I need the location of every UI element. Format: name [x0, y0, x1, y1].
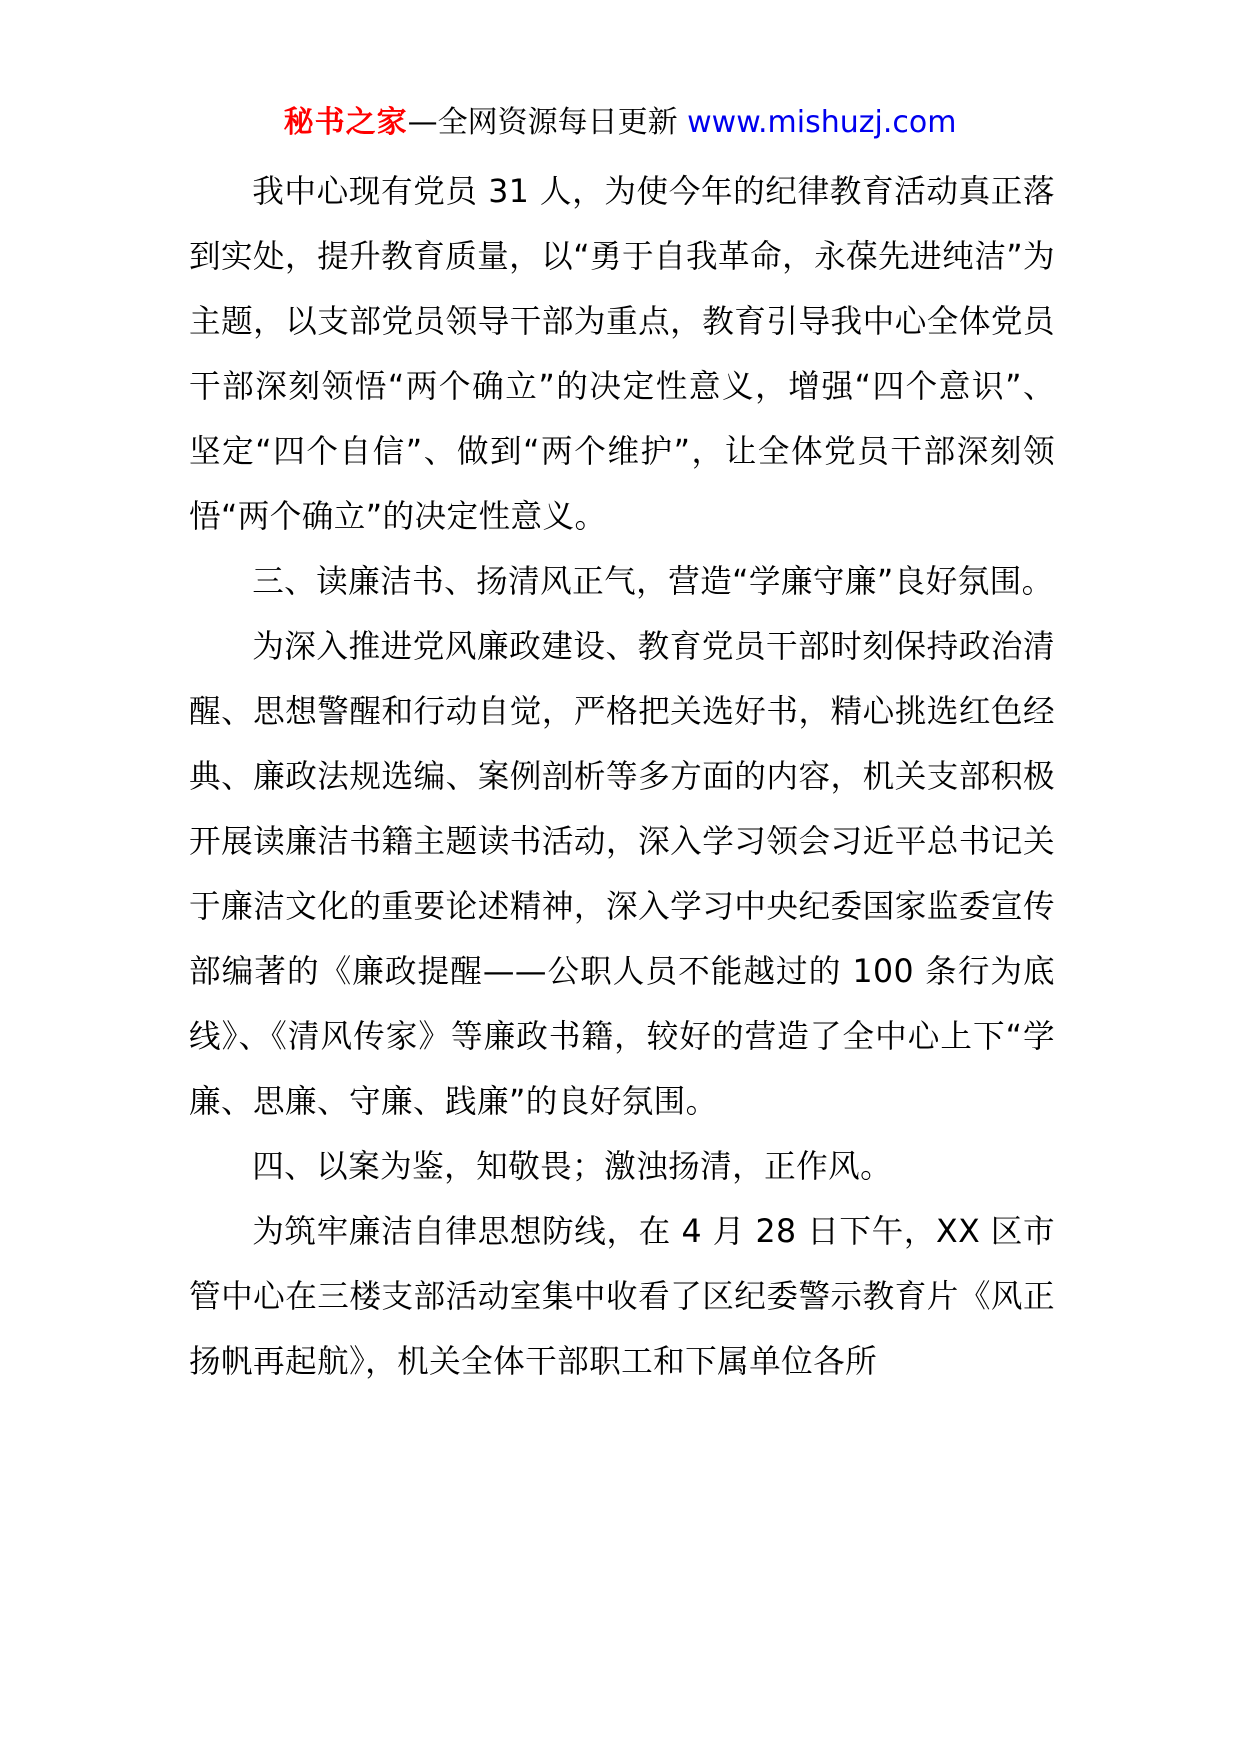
brand-name: 秘书之家: [283, 105, 408, 140]
document-body: [189, 160, 1055, 1395]
paragraph-reading-activity: 为深入推进党风廉政建设、教育党员干部时刻保持政治清醒、思想警醒和行动自觉，严格把关选好书，精心挑选红色经典、廉政法规选编、案例剖析等多方面的内容，机关支部积极开展读廉洁书籍主题读书活动，深入学习领会习近平总书记关于廉洁文化的重要论述精神，深入学习中央纪委国家监委宣传部编著的《廉政提醒——公职人员不能越过的 100 条行为底线》、《清风传家》等廉政书籍，较好的营造了全中心上下“学廉、思廉、守廉、践廉”的良好氛围。: [189, 629, 1055, 1120]
section-heading-four: 四、以案为鉴，知敬畏；激浊扬清，正作风。: [252, 1149, 893, 1185]
paragraph-party-members: 我中心现有党员 31 人，为使今年的纪律教育活动真正落到实处，提升教育质量，以“勇于自我革命，永葆先进纯洁”为主题，以支部党员领导干部为重点，教育引导我中心全体党员干部深刻领悟“两个确立”的决定性意义，增强“四个意识”、坚定“四个自信”、做到“两个维护”，让全体党员干部深刻领悟“两个确立”的决定性意义。: [189, 174, 1055, 535]
section-heading-three: 三、读廉洁书、扬清风正气，营造“学廉守廉”良好氛围。: [252, 564, 1054, 600]
website-link[interactable]: www.mishuzj.com: [687, 105, 957, 140]
page-header: [0, 101, 1240, 145]
paragraph-warning-education: 为筑牢廉洁自律思想防线，在 4 月 28 日下午，XX 区市管中心在三楼支部活动室集中收看了区纪委警示教育片《风正扬帆再起航》，机关全体干部职工和下属单位各所: [189, 1214, 1055, 1380]
header-tagline: —全网资源每日更新: [407, 105, 678, 140]
